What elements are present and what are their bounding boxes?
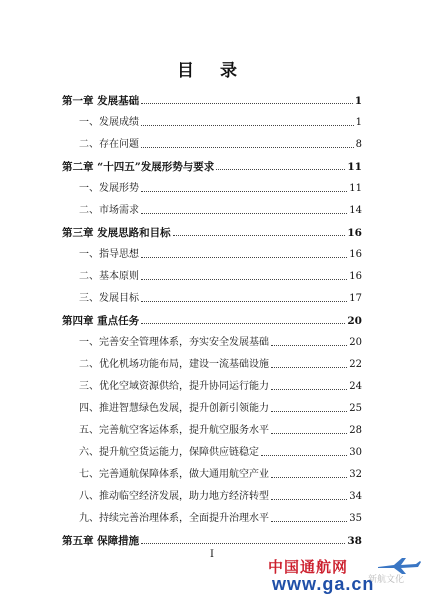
toc-entry-label: 五、完善航空客运体系，提升航空服务水平 [79,425,269,436]
site-watermark [268,556,424,600]
toc-section-entry[interactable] [62,503,362,525]
toc-chapter-entry[interactable] [62,305,362,327]
toc-section-entry[interactable] [62,195,362,217]
toc-entry-label: 一、完善安全管理体系，夯实安全发展基础 [79,337,269,348]
toc-entry-label: 三、优化空域资源供给，提升协同运行能力 [79,381,269,392]
toc-entry-label: 二、市场需求 [79,205,139,216]
toc-chapter-entry[interactable] [62,151,362,173]
toc-entry-page: 16 [349,271,362,282]
toc-entry-label: 二、优化机场功能布局，建设一流基础设施 [79,359,269,370]
toc-section-entry[interactable] [62,459,362,481]
dot-leader [271,411,347,412]
dot-leader [141,279,347,280]
toc-entry-page: 20 [347,315,362,327]
toc-entry-label: 二、基本原则 [79,271,139,282]
toc-entry-label: 第五章 保障措施 [62,535,140,547]
toc-entry-label: 六、提升航空货运能力，保障供应链稳定 [79,447,259,458]
dot-leader [141,213,347,214]
toc-entry-page: 1 [354,95,362,107]
toc-section-entry[interactable] [62,283,362,305]
toc-entry-page: 25 [349,403,362,414]
toc-section-entry[interactable] [62,327,362,349]
toc-chapter-entry[interactable] [62,525,362,547]
dot-leader [271,499,347,500]
toc-entry-page: 17 [349,293,362,304]
toc-entry-page: 38 [347,535,362,547]
dot-leader [141,103,353,104]
toc-entry-label: 四、推进智慧绿色发展，提升创新引领能力 [79,403,269,414]
toc-entry-page: 11 [349,183,362,194]
toc-entry-page: 20 [349,337,362,348]
toc-entry-label: 一、发展成绩 [79,117,139,128]
toc-entry-page: 30 [349,447,362,458]
toc-entry-page: 32 [349,469,362,480]
toc-section-entry[interactable] [62,393,362,415]
toc-entry-label: 第三章 发展思路和目标 [62,227,171,239]
toc-chapter-entry[interactable] [62,217,362,239]
toc-entry-label: 一、指导思想 [79,249,139,260]
toc-entry-page: 22 [349,359,362,370]
toc-entry-label: 第一章 发展基础 [62,95,140,107]
toc-entry-label: 八、推动临空经济发展，助力地方经济转型 [79,491,269,502]
dot-leader [141,191,347,192]
toc-section-entry[interactable] [62,349,362,371]
dot-leader [216,169,345,170]
dot-leader [271,367,347,368]
watermark-site-name: 中国通航网 [268,558,349,576]
toc-section-entry[interactable] [62,261,362,283]
toc-section-entry[interactable] [62,481,362,503]
table-of-contents [62,85,362,547]
dot-leader [141,301,347,302]
page-title: 目 录 [177,61,247,81]
toc-entry-label: 二、存在问题 [79,139,139,150]
toc-section-entry[interactable] [62,371,362,393]
dot-leader [173,235,346,236]
toc-entry-label: 一、发展形势 [79,183,139,194]
toc-entry-page: 35 [349,513,362,524]
toc-chapter-entry[interactable] [62,85,362,107]
dot-leader [271,433,347,434]
dot-leader [141,125,354,126]
toc-section-entry[interactable] [62,129,362,151]
page-number: I [210,549,214,560]
toc-entry-page: 1 [355,117,362,128]
toc-section-entry[interactable] [62,437,362,459]
toc-entry-label: 三、发展目标 [79,293,139,304]
toc-entry-page: 14 [349,205,362,216]
toc-section-entry[interactable] [62,415,362,437]
toc-entry-label: 第二章 “十四五”发展形势与要求 [62,161,215,173]
dot-leader [141,543,345,544]
watermark-faint-text: 新航文化 [368,575,405,585]
toc-entry-page: 24 [349,381,362,392]
dot-leader [271,521,347,522]
dot-leader [141,147,354,148]
dot-leader [261,455,347,456]
toc-entry-label: 第四章 重点任务 [62,315,140,327]
dot-leader [141,257,347,258]
watermark-url: www.ga.cn [272,574,375,594]
toc-section-entry[interactable] [62,239,362,261]
toc-section-entry[interactable] [62,107,362,129]
dot-leader [141,323,345,324]
toc-entry-page: 11 [347,161,362,173]
toc-entry-page: 16 [347,227,362,239]
toc-entry-page: 28 [349,425,362,436]
toc-entry-label: 七、完善通航保障体系，做大通用航空产业 [79,469,269,480]
dot-leader [271,477,347,478]
toc-entry-page: 16 [349,249,362,260]
toc-entry-page: 34 [349,491,362,502]
dot-leader [271,345,347,346]
toc-entry-label: 九、持续完善治理体系，全面提升治理水平 [79,513,269,524]
dot-leader [271,389,347,390]
toc-entry-page: 8 [355,139,362,150]
toc-section-entry[interactable] [62,173,362,195]
